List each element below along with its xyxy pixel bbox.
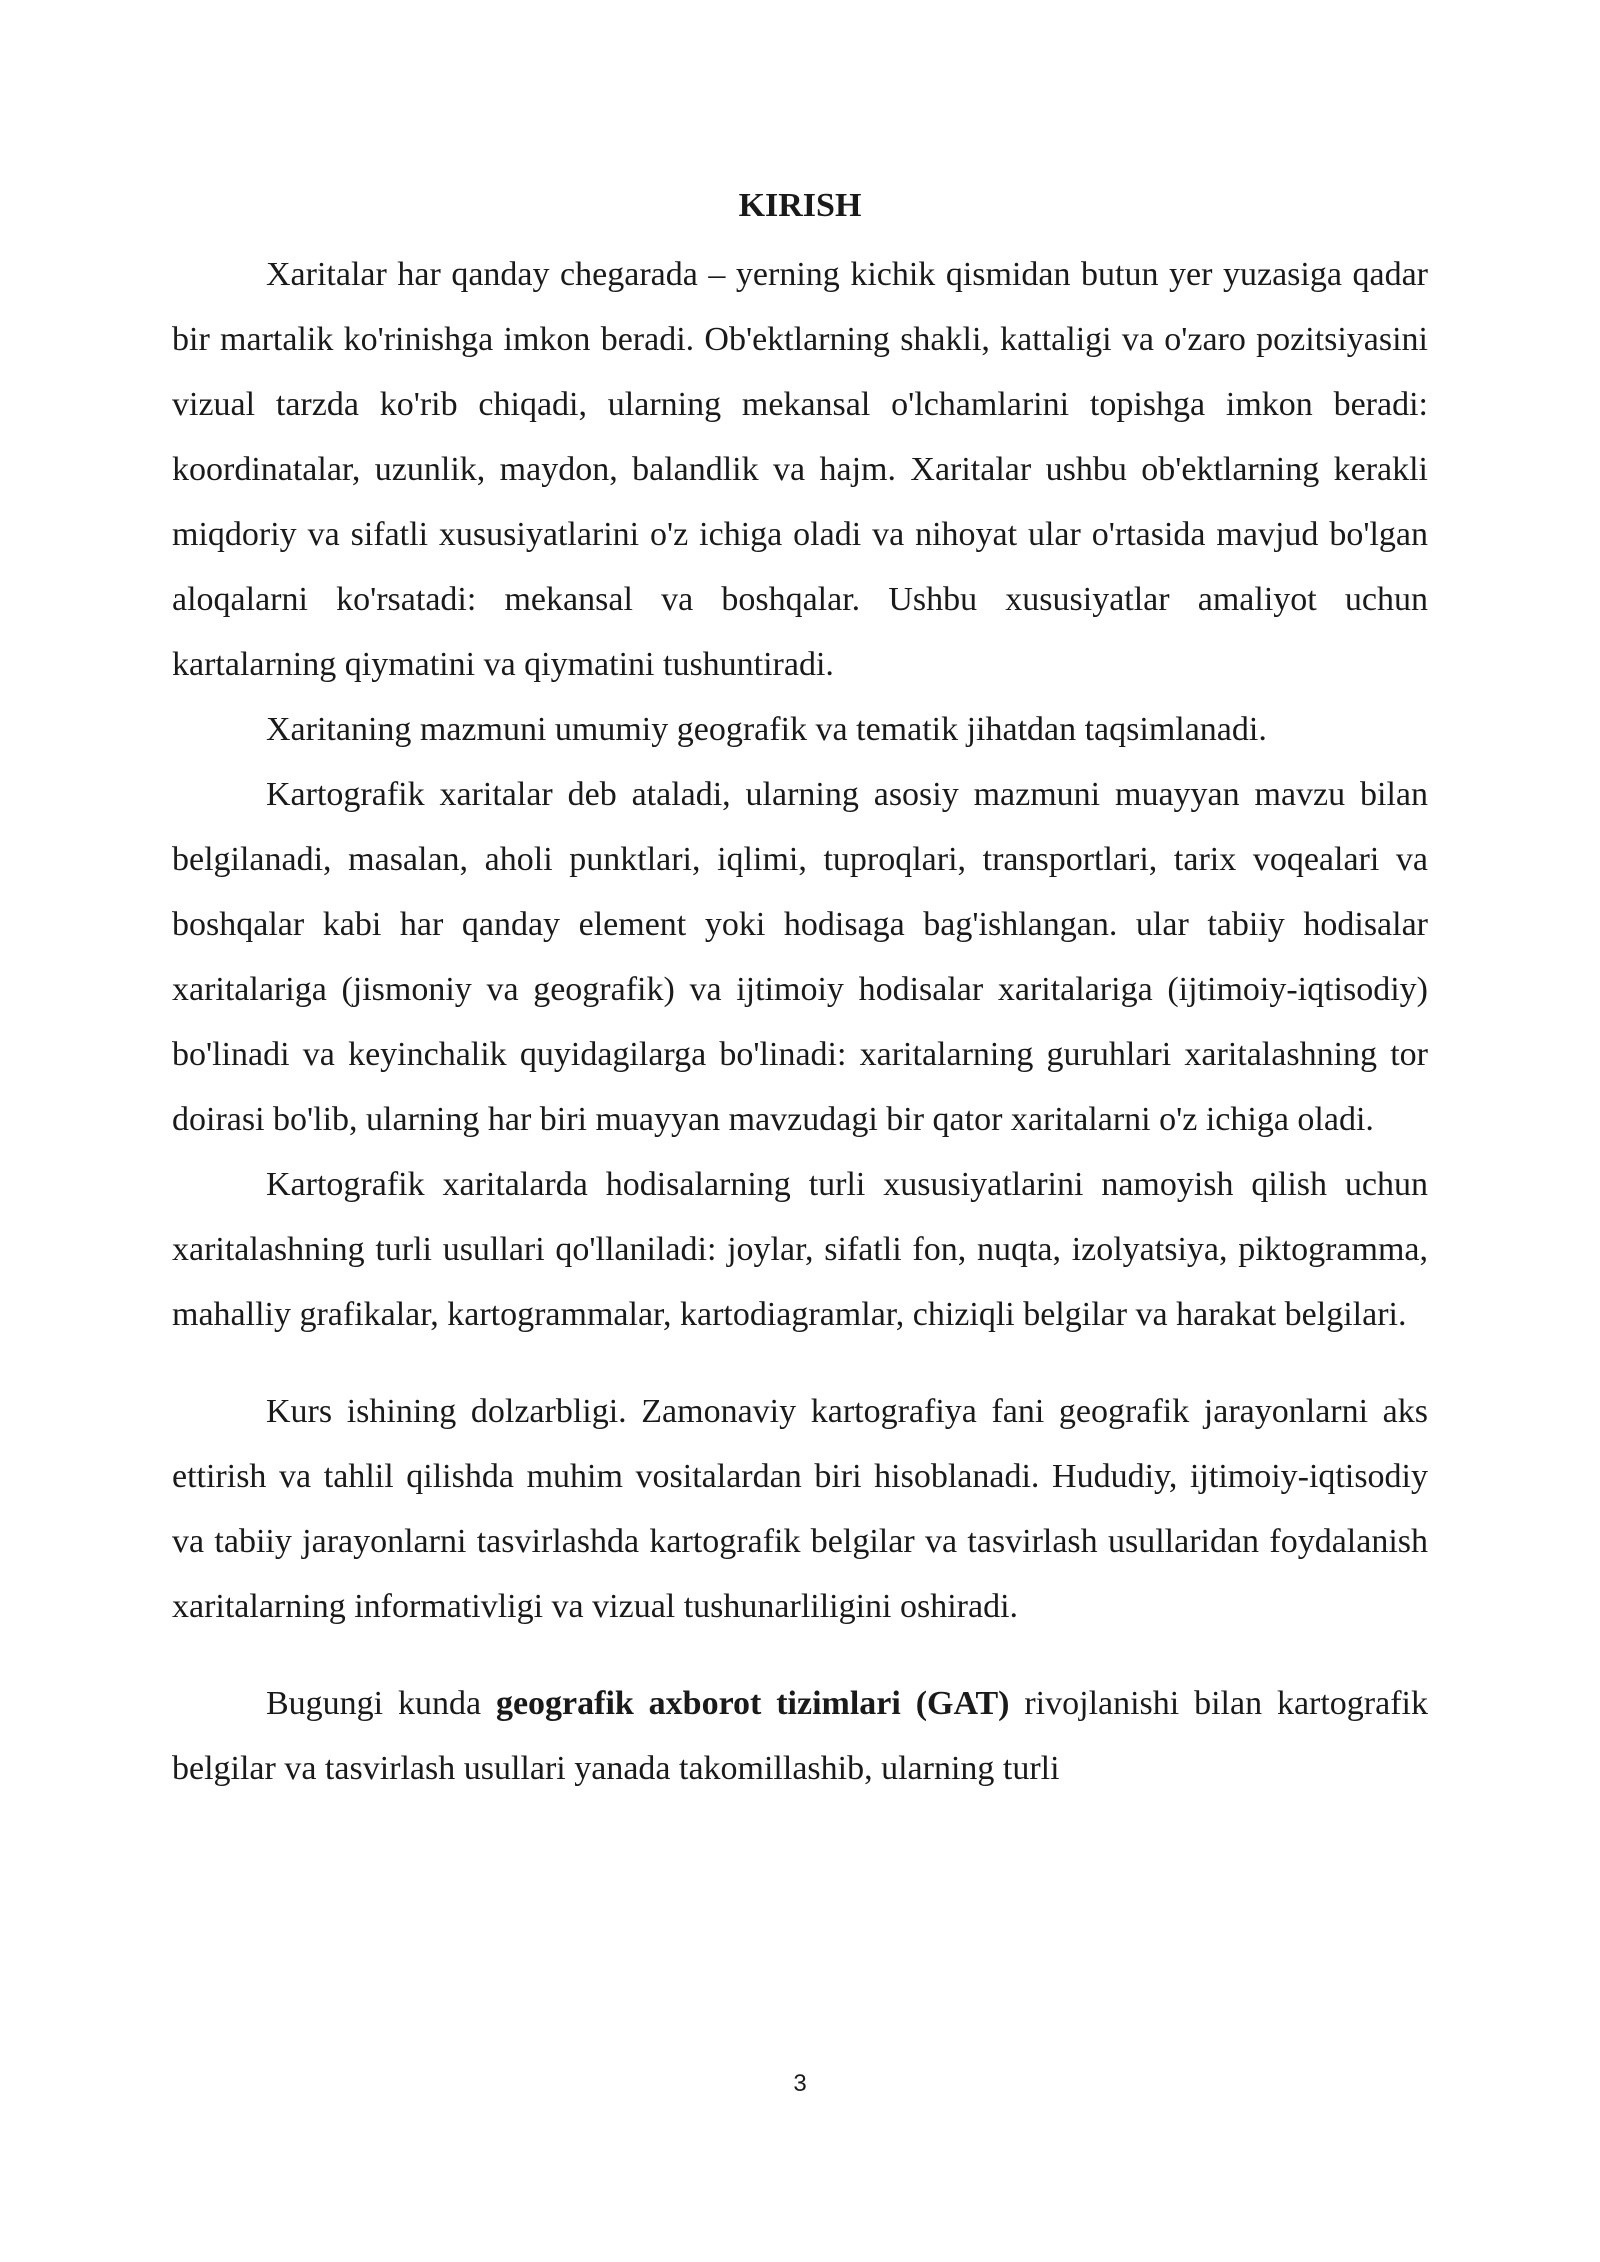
gis-text-before: Bugungi kunda bbox=[266, 1685, 496, 1722]
paragraph-relevance: Kurs ishining dolzarbligi. Zamonaviy kartografiya fani geografik jarayonlarni aks ettirish va tahlil qilishda muhim vositalardan biri hisoblanadi. Hududiy, ijtimoiy-iqtisodiy va tabiiy jarayonlarni tasvirlashda kartografik belgilar va tasvirlash usullaridan foydalanish xaritalarning informativligi va vizual tushunarliligini oshiradi. bbox=[172, 1393, 1428, 1625]
paragraph-map-content: Xaritaning mazmuni umumiy geografik va tematik jihatdan taqsimlanadi. bbox=[266, 711, 1267, 748]
page-content bbox=[172, 178, 1428, 1801]
gis-text-after: rivojlanishi bilan kartografik belgilar va tasvirlash usullari yanada takomillashib, ularning turli bbox=[172, 1685, 1428, 1787]
paragraph-thematic-maps: Kartografik xaritalar deb ataladi, ularning asosiy mazmuni muayyan mavzu bilan belgilanadi, masalan, aholi punktlari, iqlimi, tuproqlari, transportlari, tarix voqealari va boshqalar kabi har qanday element yoki hodisaga bag'ishlangan. ular tabiiy hodisalar xaritalariga (jismoniy va geografik) va ijtimoiy hodisalar xaritalariga (ijtimoiy-iqtisodiy) bo'linadi va keyinchalik quyidagilarga bo'linadi: xaritalarning guruhlari xaritalashning tor doirasi bo'lib, ularning har biri muayyan mavzudagi bir qator xaritalarni o'z ichiga oladi. bbox=[172, 776, 1428, 1138]
paragraph-maps-overview: Xaritalar har qanday chegarada – yerning kichik qismidan butun yer yuzasiga qadar bir martalik ko'rinishga imkon beradi. Ob'ektlarning shakli, kattaligi va o'zaro pozitsiyasini vizual tarzda ko'rib chiqadi, ularning mekansal o'lchamlarini topishga imkon beradi: koordinatalar, uzunlik, maydon, balandlik va hajm. Xaritalar ushbu ob'ektlarning kerakli miqdoriy va sifatli xususiyatlarini o'z ichiga oladi va nihoyat ular o'rtasida mavjud bo'lgan aloqalarni ko'rsatadi: mekansal va boshqalar. Ushbu xususiyatlar amaliyot uchun kartalarning qiymatini va qiymatini tushuntiradi. bbox=[172, 256, 1428, 683]
gis-bold-term: geografik axborot tizimlari (GAT) bbox=[495, 1685, 1010, 1722]
paragraph-gis bbox=[172, 1671, 1428, 1801]
page-number: 3 bbox=[793, 2070, 807, 2097]
section-heading: KIRISH bbox=[738, 187, 862, 224]
paragraph-mapping-methods: Kartografik xaritalarda hodisalarning turli xususiyatlarini namoyish qilish uchun xaritalashning turli usullari qo'llaniladi: joylar, sifatli fon, nuqta, izolyatsiya, piktogramma, mahalliy grafikalar, kartogrammalar, kartodiagramlar, chiziqli belgilar va harakat belgilari. bbox=[172, 1166, 1428, 1333]
